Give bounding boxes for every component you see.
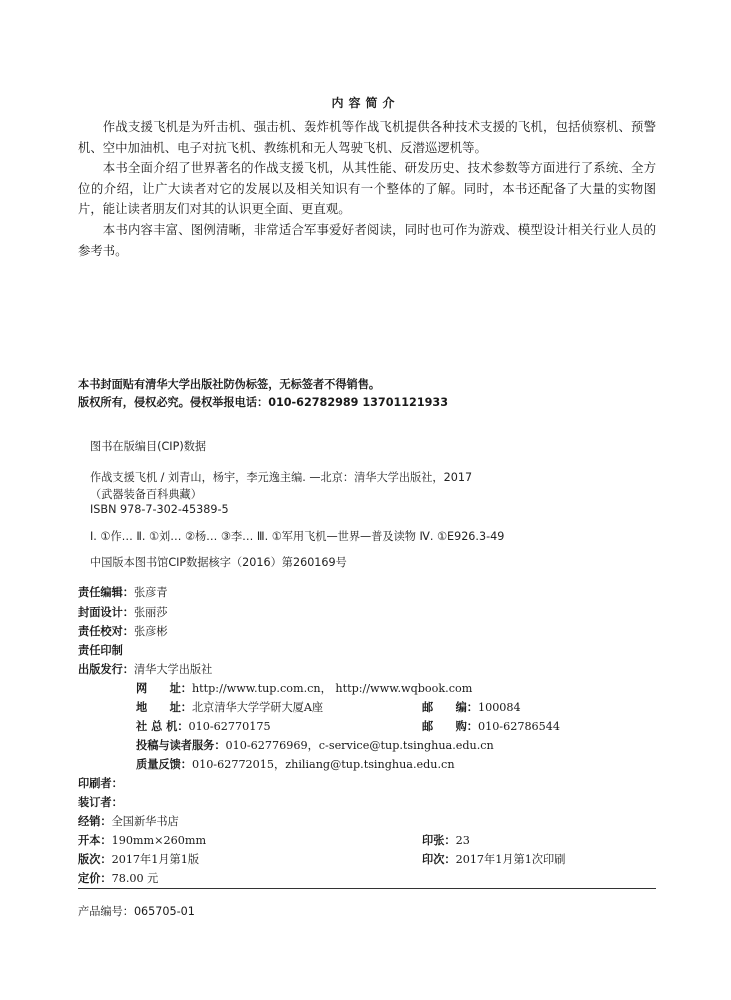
cip-title-line: 作战支援飞机 / 刘青山，杨宇，李元逸主编. —北京：清华大学出版社，2017 xyxy=(90,471,473,484)
switchboard-label: 社 总 机： xyxy=(136,720,189,733)
publisher-row xyxy=(78,662,212,678)
quality-feedback-row xyxy=(136,757,455,773)
distributor-value: 全国新华书店 xyxy=(111,815,179,828)
print-manager-row xyxy=(78,643,123,659)
website-value: http://www.tup.com.cn， http://www.wqbook.com xyxy=(191,682,473,695)
quality-feedback-label: 质量反馈： xyxy=(136,758,192,771)
editor-label: 责任编辑： xyxy=(78,586,134,599)
cover-design-value: 张丽莎 xyxy=(133,606,168,619)
cover-design-label: 封面设计： xyxy=(78,606,134,619)
quality-feedback-value: 010-62772015，zhiliang@tup.tsinghua.edu.cn xyxy=(191,758,455,771)
edition-row xyxy=(78,852,199,868)
intro-title: 内容简介 xyxy=(331,96,400,110)
publisher-label: 出版发行： xyxy=(78,663,134,676)
sheets-value: 23 xyxy=(455,834,470,847)
format-row xyxy=(78,833,206,849)
cip-series: （武器装备百科典藏） xyxy=(90,488,202,501)
reader-service-label: 投稿与读者服务： xyxy=(136,739,226,752)
editor-value: 张彦青 xyxy=(133,586,168,599)
impression-value: 2017年1月第1次印刷 xyxy=(455,853,566,866)
edition-label: 版次： xyxy=(78,853,112,866)
printer-row xyxy=(78,776,123,792)
binder-row xyxy=(78,795,123,811)
distributor-row xyxy=(78,814,179,830)
divider-line xyxy=(78,888,656,889)
cip-classification: Ⅰ. ①作… Ⅱ. ①刘… ②杨… ③李… Ⅲ. ①军用飞机—世界—普及读物 Ⅳ. ①E926.3-49 xyxy=(90,530,505,543)
printer-label: 印刷者： xyxy=(78,777,123,790)
cip-isbn: ISBN 978-7-302-45389-5 xyxy=(90,503,229,516)
website-row xyxy=(136,681,472,697)
address-row xyxy=(136,700,323,716)
cip-heading: 图书在版编目(CIP)数据 xyxy=(90,440,207,453)
mail-order-value: 010-62786544 xyxy=(477,720,561,733)
impression-label: 印次： xyxy=(422,853,456,866)
format-value: 190mm×260mm xyxy=(111,834,207,847)
edition-value: 2017年1月第1版 xyxy=(111,853,200,866)
cip-record: 中国版本图书馆CIP数据核字（2016）第260169号 xyxy=(90,556,347,569)
website-label: 网 址： xyxy=(136,682,192,695)
cover-design-row xyxy=(78,605,168,621)
intro-paragraph: 本书全面介绍了世界著名的作战支援飞机，从其性能、研发历史、技术参数等方面进行了系统、全方位的介绍，让广大读者对它的发展以及相关知识有一个整体的了解。同时，本书还配备了大量的实物图片，能让读者朋友们对其的认识更全面、更直观。 xyxy=(78,160,656,217)
zipcode-row xyxy=(422,700,521,716)
format-label: 开本： xyxy=(78,834,112,847)
proofreader-value: 张彦彬 xyxy=(133,625,168,638)
binder-label: 装订者： xyxy=(78,796,123,809)
intro-paragraph: 作战支援飞机是为歼击机、强击机、轰炸机等作战飞机提供各种技术支援的飞机，包括侦察机、预警机、空中加油机、电子对抗飞机、教练机和无人驾驶飞机、反潜巡逻机等。 xyxy=(78,119,656,155)
mail-order-row xyxy=(422,719,560,735)
address-value: 北京清华大学学研大厦A座 xyxy=(191,701,324,714)
sheets-row xyxy=(422,833,470,849)
zipcode-value: 100084 xyxy=(477,701,521,714)
intro-paragraph: 本书内容丰富、图例清晰，非常适合军事爱好者阅读，同时也可作为游戏、模型设计相关行业人员的参考书。 xyxy=(78,221,656,258)
proofreader-label: 责任校对： xyxy=(78,625,134,638)
impression-row xyxy=(422,852,565,868)
reader-service-value: 010-62776969，c-service@tup.tsinghua.edu.cn xyxy=(225,739,494,752)
notice-line: 本书封面贴有清华大学出版社防伪标签，无标签者不得销售。 xyxy=(78,378,381,391)
price-row xyxy=(78,871,158,887)
publisher-value: 清华大学出版社 xyxy=(133,663,213,676)
switchboard-row xyxy=(136,719,271,735)
editor-row xyxy=(78,585,168,601)
price-label: 定价： xyxy=(78,872,112,885)
reader-service-row xyxy=(136,738,494,754)
price-value: 78.00 元 xyxy=(111,872,159,885)
address-label: 地 址： xyxy=(136,701,192,714)
distributor-label: 经销： xyxy=(78,815,112,828)
zipcode-label: 邮 编： xyxy=(422,701,478,714)
mail-order-label: 邮 购： xyxy=(422,720,478,733)
proofreader-row xyxy=(78,624,168,640)
print-manager-label: 责任印制 xyxy=(78,644,123,657)
product-code: 产品编号：065705-01 xyxy=(78,905,195,918)
switchboard-value: 010-62770175 xyxy=(188,720,271,733)
sheets-label: 印张： xyxy=(422,834,456,847)
notice-line: 版权所有，侵权必究。侵权举报电话：010-62782989 13701121933 xyxy=(78,396,448,409)
